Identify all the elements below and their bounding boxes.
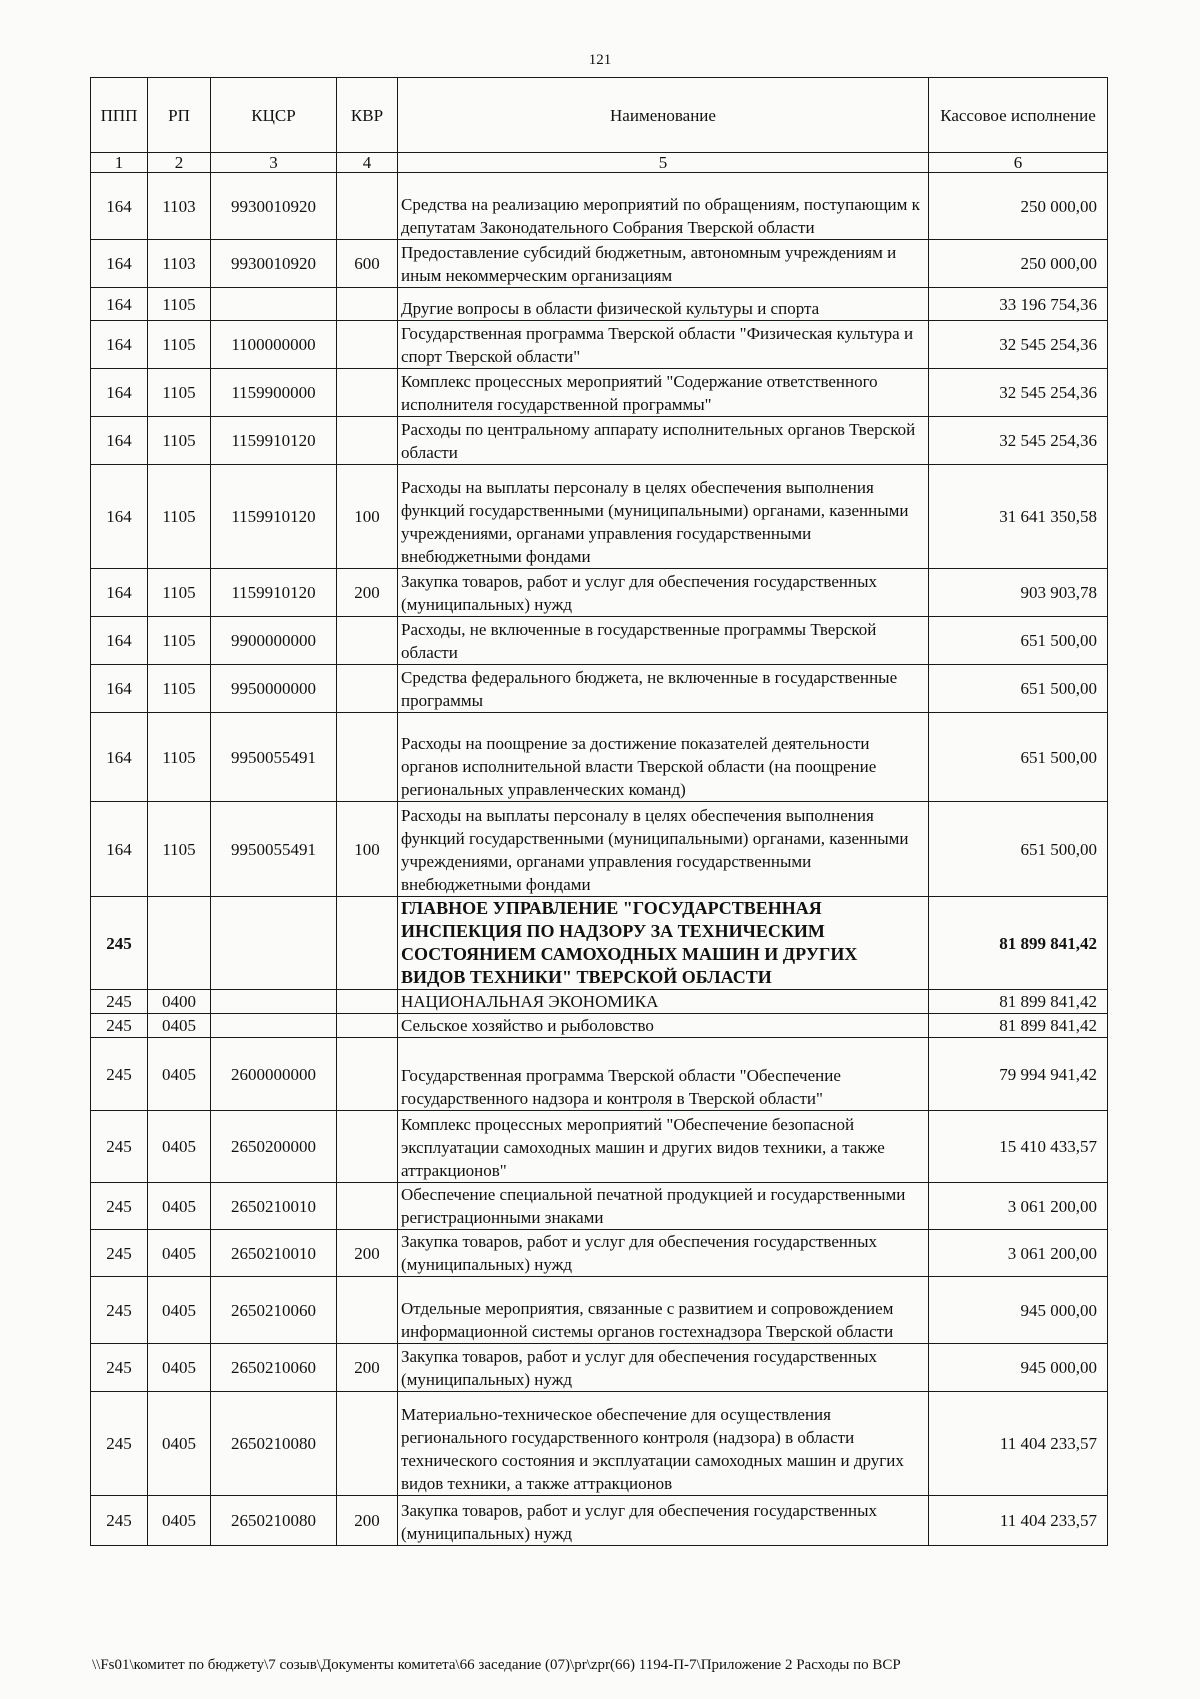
row-ppp: 164 [91, 465, 148, 569]
header-name: Наименование [398, 78, 929, 153]
row-amount: 945 000,00 [929, 1344, 1108, 1392]
row-rp: 0405 [148, 1230, 211, 1277]
table-row [91, 240, 1108, 288]
table-row [91, 1230, 1108, 1277]
table-row [91, 897, 1108, 990]
row-kvr: 200 [337, 1496, 398, 1546]
table-row [91, 1183, 1108, 1230]
colnum-4: 4 [337, 153, 398, 173]
row-amount: 32 545 254,36 [929, 417, 1108, 465]
table-row [91, 617, 1108, 665]
table-body [91, 78, 1108, 1546]
colnum-1: 1 [91, 153, 148, 173]
row-ppp: 164 [91, 173, 148, 240]
table-row [91, 713, 1108, 802]
row-kvr [337, 1038, 398, 1111]
row-kcsr: 9930010920 [211, 173, 337, 240]
row-kvr: 600 [337, 240, 398, 288]
row-ppp: 245 [91, 1111, 148, 1183]
row-name: Обеспечение специальной печатной продукцией и государственными регистрационными знаками [398, 1183, 929, 1230]
row-ppp: 164 [91, 665, 148, 713]
row-kcsr: 2600000000 [211, 1038, 337, 1111]
table-row [91, 1392, 1108, 1496]
row-rp: 0405 [148, 1392, 211, 1496]
row-kcsr: 9950055491 [211, 713, 337, 802]
row-name: Расходы на выплаты персоналу в целях обеспечения выполнения функций государственными (муниципальными) органами, казенными учреждениями, органами управления государственными внебюджетными фондами [398, 802, 929, 897]
row-amount: 945 000,00 [929, 1277, 1108, 1344]
row-ppp: 164 [91, 569, 148, 617]
row-kcsr: 2650210080 [211, 1392, 337, 1496]
row-kcsr: 1159910120 [211, 569, 337, 617]
row-ppp: 164 [91, 617, 148, 665]
row-rp: 1105 [148, 802, 211, 897]
row-ppp: 245 [91, 1277, 148, 1344]
row-name: Расходы по центральному аппарату исполнительных органов Тверской области [398, 417, 929, 465]
row-kcsr: 2650210010 [211, 1183, 337, 1230]
row-name: Сельское хозяйство и рыболовство [398, 1014, 929, 1038]
header-row [91, 78, 1108, 153]
row-amount: 11 404 233,57 [929, 1392, 1108, 1496]
row-name: Расходы на поощрение за достижение показателей деятельности органов исполнительной власти Тверской области (на поощрение региональных управленческих команд) [398, 713, 929, 802]
row-name: Материально-техническое обеспечение для осуществления регионального государственного контроля (надзора) в области технического состояния и эксплуатации самоходных машин и других видов техники, а также аттракционов [398, 1392, 929, 1496]
row-kvr [337, 1014, 398, 1038]
row-rp: 1103 [148, 240, 211, 288]
row-ppp: 245 [91, 1014, 148, 1038]
row-amount: 3 061 200,00 [929, 1183, 1108, 1230]
row-kvr [337, 990, 398, 1014]
table-row [91, 321, 1108, 369]
row-rp [148, 897, 211, 990]
row-rp: 1105 [148, 465, 211, 569]
row-ppp: 245 [91, 1496, 148, 1546]
row-rp: 1105 [148, 369, 211, 417]
expenditure-table [90, 77, 1108, 1546]
row-kcsr: 1100000000 [211, 321, 337, 369]
row-name: Средства на реализацию мероприятий по обращениям, поступающим к депутатам Законодательного Собрания Тверской области [398, 173, 929, 240]
header-rp: РП [148, 78, 211, 153]
row-rp: 0400 [148, 990, 211, 1014]
row-name: Расходы на выплаты персоналу в целях обеспечения выполнения функций государственными (муниципальными) органами, казенными учреждениями, органами управления государственными внебюджетными фондами [398, 465, 929, 569]
row-amount: 250 000,00 [929, 240, 1108, 288]
row-kcsr: 2650200000 [211, 1111, 337, 1183]
header-kcsr: КЦСР [211, 78, 337, 153]
row-amount: 250 000,00 [929, 173, 1108, 240]
header-ppp: ППП [91, 78, 148, 153]
table-row [91, 288, 1108, 321]
header-amount: Кассовое исполнение [929, 78, 1108, 153]
colnum-2: 2 [148, 153, 211, 173]
row-kvr [337, 173, 398, 240]
row-kcsr [211, 1014, 337, 1038]
table-row [91, 990, 1108, 1014]
row-ppp: 245 [91, 1230, 148, 1277]
row-amount: 903 903,78 [929, 569, 1108, 617]
table-row [91, 569, 1108, 617]
row-name: Закупка товаров, работ и услуг для обеспечения государственных (муниципальных) нужд [398, 1496, 929, 1546]
row-rp: 0405 [148, 1038, 211, 1111]
row-kcsr: 2650210060 [211, 1344, 337, 1392]
row-amount: 651 500,00 [929, 617, 1108, 665]
row-amount: 81 899 841,42 [929, 1014, 1108, 1038]
row-name: Комплекс процессных мероприятий "Содержание ответственного исполнителя государственной программы" [398, 369, 929, 417]
row-kvr [337, 1277, 398, 1344]
row-kvr [337, 369, 398, 417]
table-row [91, 1111, 1108, 1183]
row-name: Расходы, не включенные в государственные программы Тверской области [398, 617, 929, 665]
row-name: Средства федерального бюджета, не включенные в государственные программы [398, 665, 929, 713]
row-kvr: 200 [337, 1230, 398, 1277]
colnum-5: 5 [398, 153, 929, 173]
row-rp: 1105 [148, 617, 211, 665]
row-ppp: 164 [91, 369, 148, 417]
row-rp: 0405 [148, 1344, 211, 1392]
row-kcsr: 2650210010 [211, 1230, 337, 1277]
colnum-3: 3 [211, 153, 337, 173]
table-row [91, 665, 1108, 713]
row-ppp: 164 [91, 713, 148, 802]
row-ppp: 164 [91, 321, 148, 369]
row-ppp: 164 [91, 240, 148, 288]
row-ppp: 245 [91, 1392, 148, 1496]
row-name: ГЛАВНОЕ УПРАВЛЕНИЕ "ГОСУДАРСТВЕННАЯ ИНСПЕКЦИЯ ПО НАДЗОРУ ЗА ТЕХНИЧЕСКИМ СОСТОЯНИЕМ САМОХОДНЫХ МАШИН И ДРУГИХ ВИДОВ ТЕХНИКИ" ТВЕРСКОЙ ОБЛАСТИ [398, 897, 929, 990]
row-amount: 32 545 254,36 [929, 321, 1108, 369]
row-rp: 0405 [148, 1183, 211, 1230]
row-rp: 1105 [148, 713, 211, 802]
row-kvr [337, 617, 398, 665]
row-kvr [337, 1111, 398, 1183]
footer-file-path: \\Fs01\комитет по бюджету\7 созыв\Документы комитета\66 заседание (07)\pr\zpr(66) 1194-П-7\Приложение 2 Расходы по ВСР [92, 1657, 901, 1673]
row-amount: 33 196 754,36 [929, 288, 1108, 321]
colnum-6: 6 [929, 153, 1108, 173]
row-kcsr [211, 990, 337, 1014]
row-kcsr: 9950055491 [211, 802, 337, 897]
row-kcsr: 2650210060 [211, 1277, 337, 1344]
row-name: Предоставление субсидий бюджетным, автономным учреждениям и иным некоммерческим организациям [398, 240, 929, 288]
table-row [91, 1344, 1108, 1392]
row-ppp: 245 [91, 1344, 148, 1392]
table-row [91, 417, 1108, 465]
row-kcsr: 9900000000 [211, 617, 337, 665]
row-name: Государственная программа Тверской области "Физическая культура и спорт Тверской области" [398, 321, 929, 369]
table-row [91, 1038, 1108, 1111]
table-row [91, 1496, 1108, 1546]
row-ppp: 245 [91, 1183, 148, 1230]
row-amount: 651 500,00 [929, 665, 1108, 713]
row-name: Государственная программа Тверской области "Обеспечение государственного надзора и контроля в Тверской области" [398, 1038, 929, 1111]
row-amount: 79 994 941,42 [929, 1038, 1108, 1111]
row-name: Закупка товаров, работ и услуг для обеспечения государственных (муниципальных) нужд [398, 1230, 929, 1277]
row-name: Закупка товаров, работ и услуг для обеспечения государственных (муниципальных) нужд [398, 1344, 929, 1392]
row-amount: 32 545 254,36 [929, 369, 1108, 417]
row-kvr [337, 897, 398, 990]
table-row [91, 369, 1108, 417]
row-ppp: 245 [91, 897, 148, 990]
row-ppp: 245 [91, 1038, 148, 1111]
row-ppp: 245 [91, 990, 148, 1014]
row-kcsr: 2650210080 [211, 1496, 337, 1546]
table-row [91, 802, 1108, 897]
table-row [91, 173, 1108, 240]
row-name: Другие вопросы в области физической культуры и спорта [398, 288, 929, 321]
row-rp: 0405 [148, 1496, 211, 1546]
row-name: Комплекс процессных мероприятий "Обеспечение безопасной эксплуатации самоходных машин и других видов техники, а также аттракционов" [398, 1111, 929, 1183]
table-row [91, 1014, 1108, 1038]
row-rp: 1103 [148, 173, 211, 240]
row-amount: 11 404 233,57 [929, 1496, 1108, 1546]
row-kvr [337, 713, 398, 802]
row-kvr [337, 321, 398, 369]
row-kvr: 200 [337, 1344, 398, 1392]
row-amount: 81 899 841,42 [929, 897, 1108, 990]
table-row [91, 465, 1108, 569]
row-rp: 1105 [148, 321, 211, 369]
row-amount: 3 061 200,00 [929, 1230, 1108, 1277]
row-rp: 1105 [148, 569, 211, 617]
row-ppp: 164 [91, 417, 148, 465]
row-kvr [337, 665, 398, 713]
row-name: НАЦИОНАЛЬНАЯ ЭКОНОМИКА [398, 990, 929, 1014]
row-amount: 651 500,00 [929, 802, 1108, 897]
row-rp: 0405 [148, 1014, 211, 1038]
row-rp: 1105 [148, 417, 211, 465]
row-kvr: 200 [337, 569, 398, 617]
row-ppp: 164 [91, 802, 148, 897]
row-kvr [337, 288, 398, 321]
row-kvr [337, 1392, 398, 1496]
row-rp: 1105 [148, 665, 211, 713]
table-row [91, 1277, 1108, 1344]
column-number-row [91, 153, 1108, 173]
row-kcsr: 1159900000 [211, 369, 337, 417]
row-kcsr [211, 288, 337, 321]
row-kvr [337, 1183, 398, 1230]
row-kcsr: 1159910120 [211, 417, 337, 465]
row-amount: 31 641 350,58 [929, 465, 1108, 569]
row-amount: 15 410 433,57 [929, 1111, 1108, 1183]
row-rp: 0405 [148, 1277, 211, 1344]
row-amount: 81 899 841,42 [929, 990, 1108, 1014]
header-kvr: КВР [337, 78, 398, 153]
row-kvr: 100 [337, 465, 398, 569]
row-kcsr: 9930010920 [211, 240, 337, 288]
row-kvr: 100 [337, 802, 398, 897]
row-name: Отдельные мероприятия, связанные с развитием и сопровождением информационной системы органов гостехнадзора Тверской области [398, 1277, 929, 1344]
row-kcsr: 9950000000 [211, 665, 337, 713]
row-amount: 651 500,00 [929, 713, 1108, 802]
row-kvr [337, 417, 398, 465]
row-rp: 1105 [148, 288, 211, 321]
row-ppp: 164 [91, 288, 148, 321]
row-rp: 0405 [148, 1111, 211, 1183]
page-number: 121 [588, 52, 612, 68]
row-kcsr: 1159910120 [211, 465, 337, 569]
row-kcsr [211, 897, 337, 990]
row-name: Закупка товаров, работ и услуг для обеспечения государственных (муниципальных) нужд [398, 569, 929, 617]
